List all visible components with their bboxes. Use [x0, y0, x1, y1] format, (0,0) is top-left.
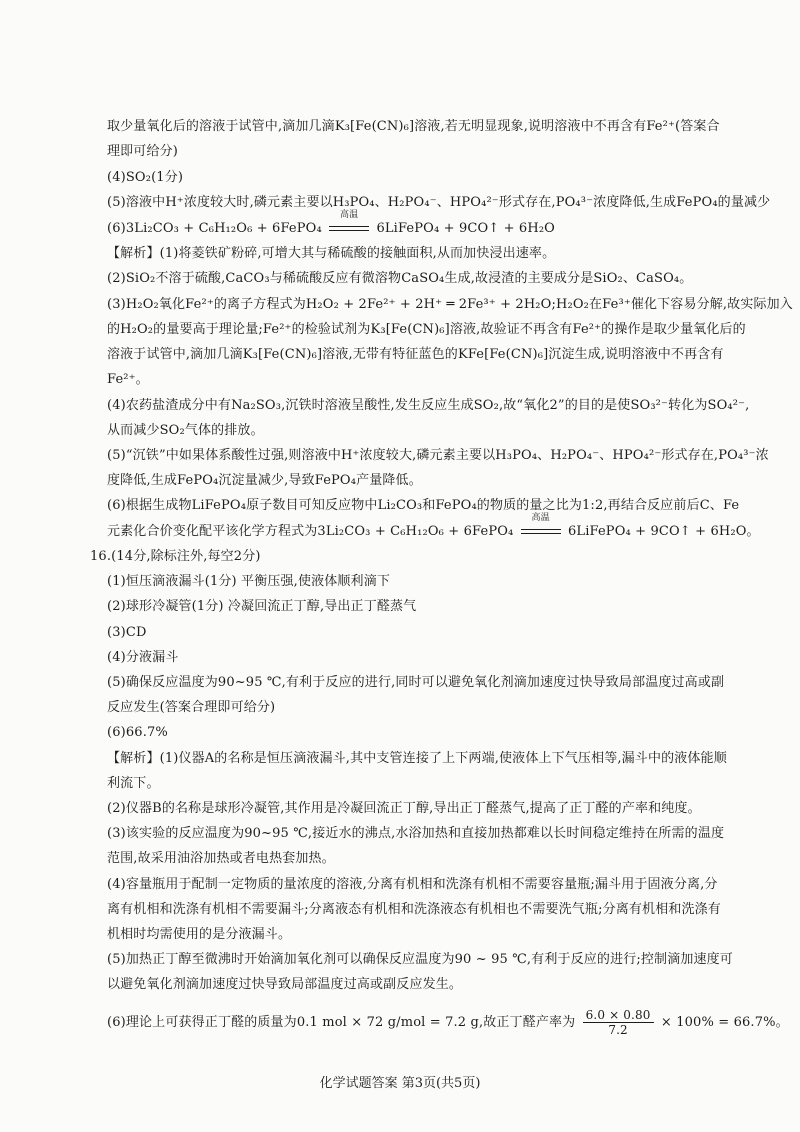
text-line: 以避免氧化剂滴加速度过快导致局部温度过高或副反应发生。	[107, 977, 463, 992]
text-line: 离有机相和洗涤有机相不需要漏斗;分离液态有机相和洗涤液态有机相也不需要洗气瓶;分离有机相和洗涤有	[107, 902, 721, 917]
text-line: (2)仪器B的名称是球形冷凝管,其作用是冷凝回流正丁醇,导出正丁醛蒸气,提高了正丁醛的产率和纯度。	[107, 801, 701, 816]
equation-line	[107, 513, 760, 541]
text-line: (2)球形冷凝管(1分) 冷凝回流正丁醇,导出正丁醛蒸气	[107, 599, 417, 614]
text-line: (3)该实验的反应温度为90~95 ℃,接近水的沸点,水浴加热和直接加热都难以长时间稳定维持在所需的温度	[107, 826, 725, 841]
text-line: (1)恒压滴液漏斗(1分) 平衡压强,使液体顺利滴下	[107, 574, 390, 589]
text-line: 范围,故采用油浴加热或者电热套加热。	[107, 851, 335, 866]
equation-left: 元素化合价变化配平该化学方程式为3Li₂CO₃ + C₆H₁₂O₆ + 6FePO₄	[107, 524, 514, 539]
question-16-header: 16.(14分,除标注外,每空2分)	[90, 549, 261, 564]
equation-line	[107, 1008, 789, 1037]
equation-left: (6)3Li₂CO₃ + C₆H₁₂O₆ + 6FePO₄	[107, 221, 322, 236]
analysis-heading-line: 【解析】(1)将菱铁矿粉碎,可增大其与稀硫酸的接触面积,从而加快浸出速率。	[107, 246, 556, 261]
equation-right: 6LiFePO₄ + 9CO↑ + 6H₂O。	[567, 524, 760, 539]
fraction	[583, 1008, 654, 1037]
text-line: 取少量氧化后的溶液于试管中,滴加几滴K₃[Fe(CN)₆]溶液,若无明显现象,说明溶液中不再含有Fe²⁺(答案合	[107, 119, 720, 134]
text-line: 度降低,生成FePO₄沉淀量减少,导致FePO₄产量降低。	[107, 473, 422, 488]
text-line: 机相时均需使用的是分液漏斗。	[107, 927, 292, 942]
text-line: (6)66.7%	[107, 725, 168, 740]
equals-arrow	[521, 529, 561, 534]
analysis-heading-line: 【解析】(1)仪器A的名称是恒压滴液漏斗,其中支管连接了上下两端,使液体上下气压相等,漏斗中的液体能顺	[107, 751, 727, 766]
text-line: (4)分液漏斗	[107, 650, 179, 665]
text-line: Fe²⁺。	[107, 372, 149, 387]
text-line: (4)SO₂(1分)	[107, 170, 184, 185]
text-line: (6)根据生成物LiFePO₄原子数目可知反应物中Li₂CO₃和FePO₄的物质的量之比为1:2,再结合反应前后C、Fe	[107, 498, 740, 513]
text-line: 利流下。	[107, 776, 160, 791]
text-line: (5)加热正丁醇至微沸时开始滴加氧化剂可以确保反应温度为90 ~ 95 ℃,有利于反应的进行;控制滴加速度可	[107, 952, 733, 967]
text-line: 理即可给分)	[107, 144, 178, 159]
equation-left: (6)理论上可获得正丁醛的质量为0.1 mol × 72 g/mol = 7.2 g,故正丁醛产率为	[107, 1015, 576, 1030]
equals-arrow	[329, 226, 369, 231]
condition-label: 高温	[531, 513, 550, 523]
fraction-numerator: 6.0 × 0.80	[583, 1008, 654, 1023]
text-line: (3)H₂O₂氧化Fe²⁺的离子方程式为H₂O₂ + 2Fe²⁺ + 2H⁺ ═ 2Fe³⁺ + 2H₂O;H₂O₂在Fe³⁺催化下容易分解,故实际加入	[107, 297, 793, 312]
condition-label: 高温	[340, 210, 359, 220]
text-line: (5)确保反应温度为90~95 ℃,有利于反应的进行,同时可以避免氧化剂滴加速度过快导致局部温度过高或副	[107, 675, 725, 690]
text-line: 的H₂O₂的量要高于理论量;Fe²⁺的检验试剂为K₃[Fe(CN)₆]溶液,故验证不再含有Fe²⁺的操作是取少量氧化后的	[107, 322, 746, 337]
equation-line	[107, 210, 555, 238]
reaction-condition	[326, 210, 372, 238]
text-line: 反应发生(答案合理即可给分)	[107, 700, 276, 715]
text-line: (5)“沉铁”中如果体系酸性过强,则溶液中H⁺浓度较大,磷元素主要以H₃PO₄、H₂PO₄⁻、HPO₄²⁻形式存在,PO₄³⁻浓	[107, 448, 769, 463]
text-line: (5)溶液中H⁺浓度较大时,磷元素主要以H₃PO₄、H₂PO₄⁻、HPO₄²⁻形式存在,PO₄³⁻浓度降低,生成FePO₄的量减少	[107, 195, 771, 210]
page-footer: 化学试题答案 第3页(共5页)	[319, 1076, 481, 1091]
text-line: 溶液于试管中,滴加几滴K₃[Fe(CN)₆]溶液,无带有特征蓝色的KFe[Fe(CN)₆]沉淀生成,说明溶液中不再含有	[107, 347, 724, 362]
text-line: (2)SiO₂不溶于硫酸,CaCO₃与稀硫酸反应有微溶物CaSO₄生成,故浸渣的主要成分是SiO₂、CaSO₄。	[107, 271, 693, 286]
equation-right: 6LiFePO₄ + 9CO↑ + 6H₂O	[376, 221, 555, 236]
text-line: (4)农药盐渣成分中有Na₂SO₃,沉铁时溶液呈酸性,发生反应生成SO₂,故“氧化2”的目的是使SO₃²⁻转化为SO₄²⁻,	[107, 398, 750, 413]
equation-right: × 100% = 66.7%。	[660, 1015, 789, 1030]
reaction-condition	[518, 513, 564, 541]
text-line: (4)容量瓶用于配制一定物质的量浓度的溶液,分离有机相和洗涤有机相不需要容量瓶;漏斗用于固液分离,分	[107, 877, 718, 892]
fraction-denominator: 7.2	[608, 1023, 628, 1037]
text-line: (3)CD	[107, 625, 147, 640]
text-line: 从而减少SO₂气体的排放。	[107, 423, 264, 438]
